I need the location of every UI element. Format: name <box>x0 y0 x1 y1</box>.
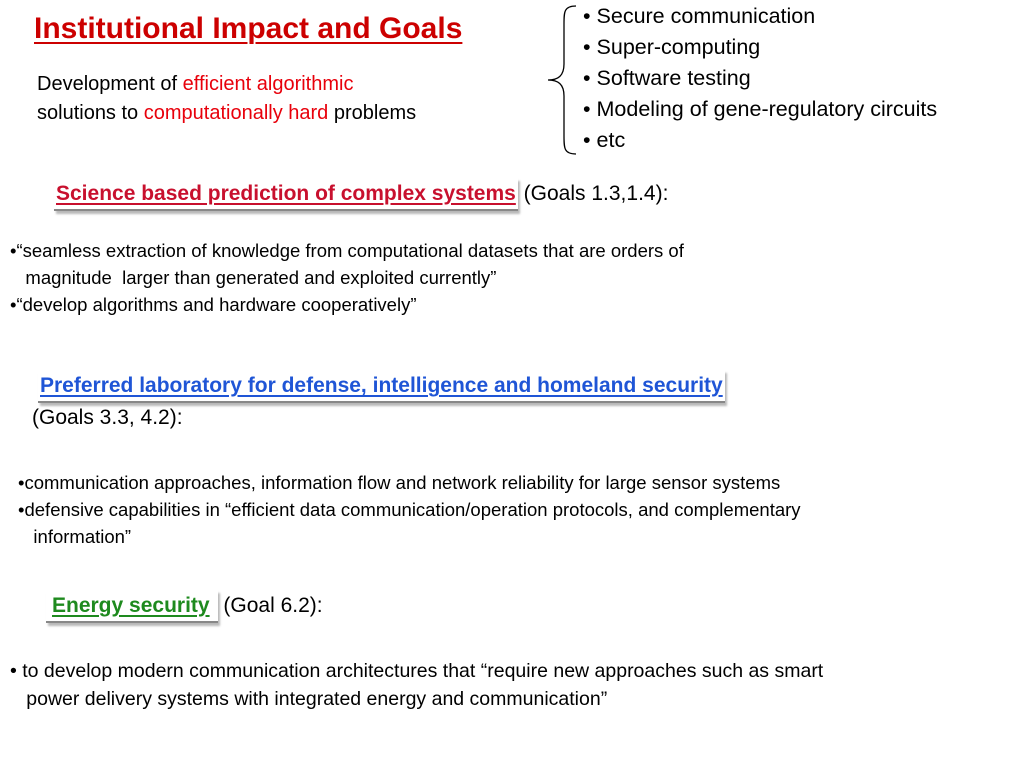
application-item: • etc <box>583 125 937 156</box>
section-goals-defense: (Goals 3.3, 4.2): <box>32 406 183 429</box>
intro-line1-plain: Development of <box>37 73 183 95</box>
application-item: • Super-computing <box>583 32 937 63</box>
section-title-defense: Preferred laboratory for defense, intelligence and homeland security <box>38 370 725 403</box>
list-item: magnitude larger than generated and exploited currently” <box>10 267 497 288</box>
application-item: • Software testing <box>583 63 937 94</box>
application-item: • Modeling of gene-regulatory circuits <box>583 94 937 125</box>
section-heading-science <box>54 178 668 211</box>
applications-list <box>583 1 937 156</box>
intro-line-1 <box>37 70 416 99</box>
section-heading-energy <box>46 590 323 623</box>
section-goals-science: (Goals 1.3,1.4): <box>517 182 669 205</box>
list-item: •communication approaches, information flow and network reliability for large sensor systems <box>18 472 781 493</box>
section-bullets-science <box>10 237 684 318</box>
list-item: •“seamless extraction of knowledge from computational datasets that are orders of <box>10 240 684 261</box>
list-item: •defensive capabilities in “efficient data communication/operation protocols, and complementary <box>18 499 801 520</box>
intro-line1-highlight: efficient algorithmic <box>182 73 354 95</box>
application-item: • Secure communication <box>583 1 937 32</box>
section-bullets-energy <box>10 657 823 713</box>
intro-line2-tail: problems <box>328 102 417 124</box>
slide-title: Institutional Impact and Goals <box>34 12 463 45</box>
section-title-science: Science based prediction of complex systems <box>54 178 518 211</box>
section-bullets-defense <box>18 469 801 550</box>
intro-line2-highlight: computationally hard <box>143 102 329 124</box>
section-title-energy: Energy security <box>46 590 218 623</box>
section-goals-energy: (Goal 6.2): <box>217 594 323 617</box>
intro-line2-plain: solutions to <box>37 102 144 124</box>
section-heading-defense <box>32 370 725 433</box>
list-item: information” <box>18 526 132 547</box>
list-item: • to develop modern communication architectures that “require new approaches such as smart <box>10 660 824 682</box>
list-item: power delivery systems with integrated energy and communication” <box>10 688 608 710</box>
intro-line-2 <box>37 99 416 128</box>
curly-brace-icon <box>544 4 580 156</box>
list-item: •“develop algorithms and hardware cooperatively” <box>10 294 417 315</box>
intro-text <box>37 70 416 128</box>
